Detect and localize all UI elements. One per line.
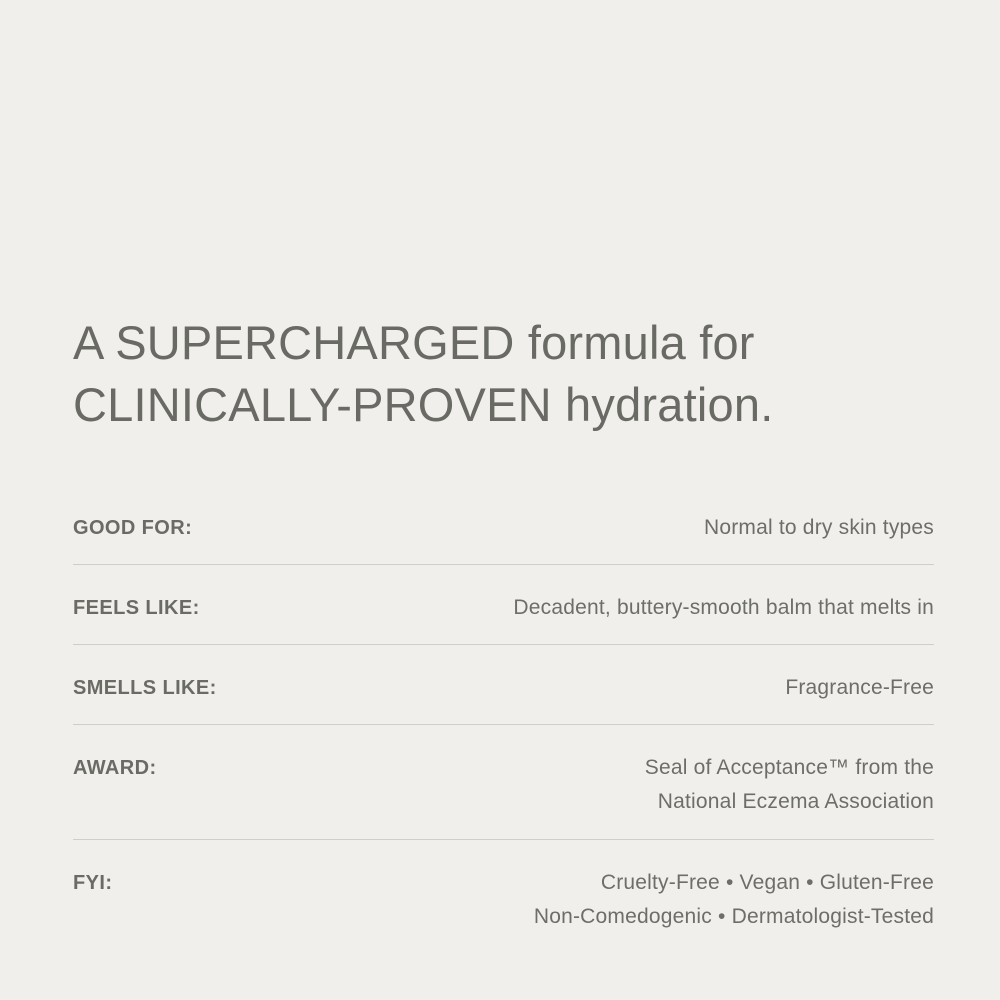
spec-row-smells-like <box>73 645 934 725</box>
headline <box>73 312 953 436</box>
spec-row-good-for <box>73 504 934 565</box>
spec-value-line: Normal to dry skin types <box>703 516 934 539</box>
product-specs <box>73 504 934 940</box>
spec-label: AWARD: <box>73 757 157 779</box>
spec-value-line: Fragrance-Free <box>785 676 934 699</box>
spec-value <box>534 866 934 934</box>
spec-row-fyi <box>73 840 934 940</box>
spec-value <box>645 751 934 819</box>
spec-value-line: Seal of Acceptance™ from the <box>644 756 934 779</box>
spec-value-line: Decadent, buttery-smooth balm that melts in <box>513 596 934 619</box>
spec-row-feels-like <box>73 565 934 645</box>
spec-label: FYI: <box>73 872 113 894</box>
headline-line-2: CLINICALLY-PROVEN hydration. <box>73 378 774 431</box>
spec-label: FEELS LIKE: <box>73 597 200 619</box>
spec-value <box>704 511 934 545</box>
spec-label: SMELLS LIKE: <box>73 677 217 699</box>
spec-value-line: National Eczema Association <box>657 790 934 813</box>
spec-row-award <box>73 725 934 840</box>
spec-label: GOOD FOR: <box>73 517 193 539</box>
headline-line-1: A SUPERCHARGED formula for <box>73 316 755 369</box>
spec-value-line: Cruelty-Free • Vegan • Gluten-Free <box>600 871 934 894</box>
spec-value <box>513 591 934 625</box>
spec-value <box>785 671 934 705</box>
spec-value-line: Non-Comedogenic • Dermatologist-Tested <box>533 905 934 928</box>
